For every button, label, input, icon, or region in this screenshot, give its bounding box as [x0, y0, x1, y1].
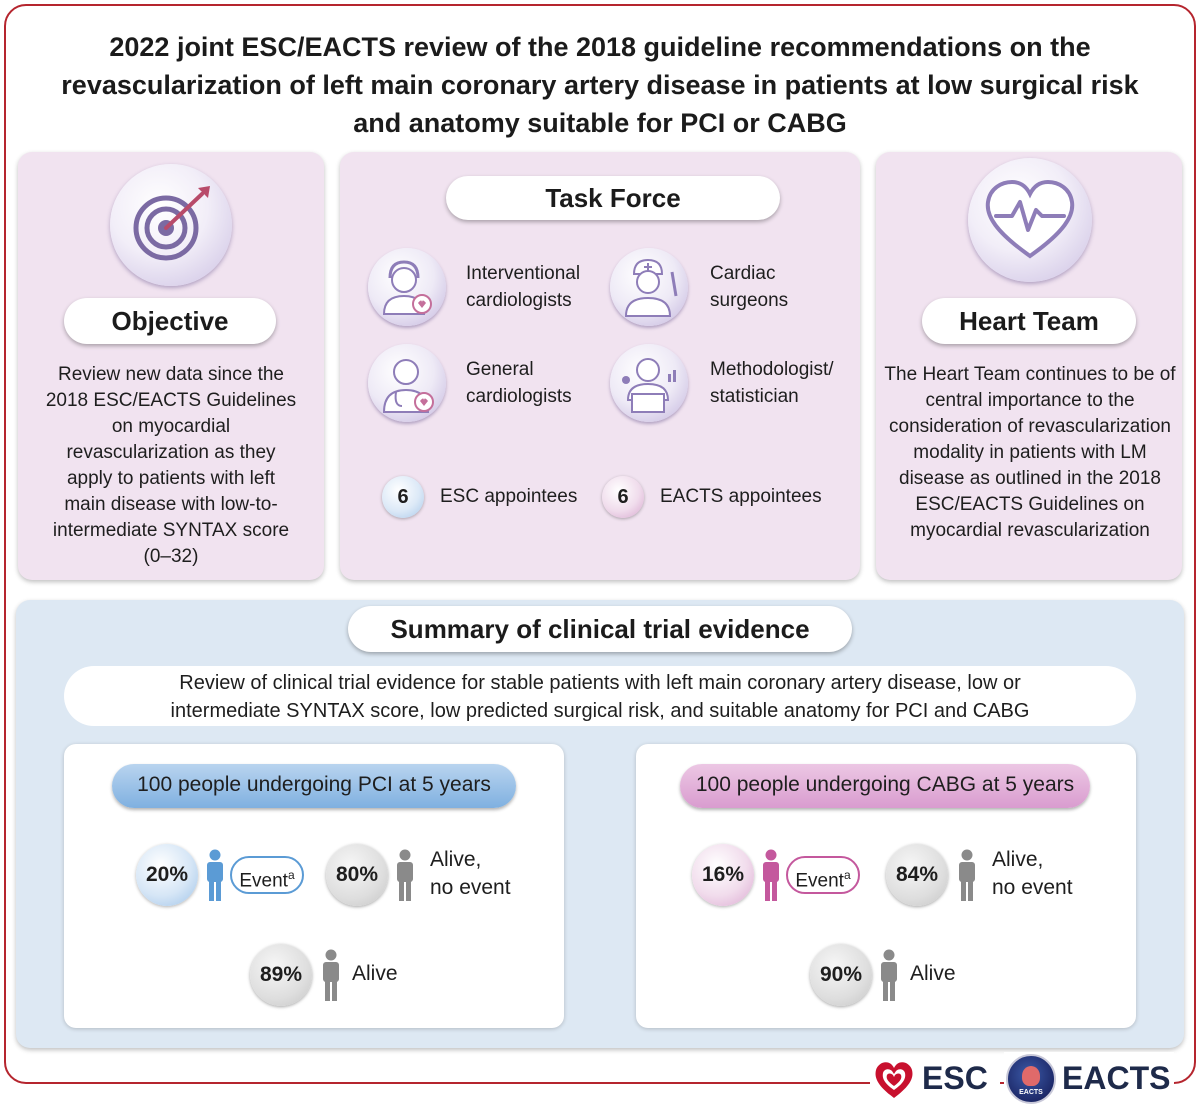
pci-no-event-label: Alive, no event: [430, 848, 511, 899]
pci-group: [64, 744, 564, 1028]
pci-alive-label: Alive: [352, 962, 398, 985]
objective-panel: [18, 152, 324, 580]
role-general-cardiologists: General cardiologists: [466, 359, 572, 407]
eacts-logo: [1004, 1052, 1174, 1106]
esc-heart-icon: [872, 1058, 916, 1102]
headset-doctor-icon: [368, 248, 446, 326]
role-interventional-cardiologists: Interventional cardiologists: [466, 263, 581, 311]
laptop-statistician-icon: [610, 344, 688, 422]
eacts-appointees-count: 6: [602, 476, 644, 518]
cabg-alive-label: Alive: [910, 962, 956, 985]
esc-logo: [870, 1056, 1000, 1102]
person-pink-icon: [760, 849, 782, 901]
eacts-logo-text: EACTS: [1062, 1060, 1171, 1096]
person-grey-icon: [956, 849, 978, 901]
person-grey-icon: [394, 849, 416, 901]
person-grey-icon: [878, 949, 900, 1001]
evidence-heading: Summary of clinical trial evidence: [348, 606, 852, 652]
stethoscope-doctor-icon: [368, 344, 446, 422]
pci-event-label: Event$^a$: [230, 856, 304, 894]
cabg-alive-pct: 90%: [810, 944, 872, 1006]
evidence-review-text: Review of clinical trial evidence for stable patients with left main coronary artery disease, low or intermediate SYNTAX score, low predicted surgical risk, and suitable anatomy for PCI and CABG: [64, 666, 1136, 726]
esc-logo-text: ESC: [922, 1060, 988, 1096]
pci-alive-pct: 89%: [250, 944, 312, 1006]
esc-appointees-count: 6: [382, 476, 424, 518]
target-arrow-icon: [110, 164, 232, 286]
person-blue-icon: [204, 849, 226, 901]
role-cardiac-surgeons: Cardiac surgeons: [710, 263, 789, 311]
task-force-heading: Task Force: [446, 176, 780, 220]
objective-heading: Objective: [64, 298, 276, 344]
cabg-group-label: 100 people undergoing CABG at 5 years: [680, 764, 1090, 808]
heart-team-text: The Heart Team continues to be of central importance to the consideration of revascularization modality in patients with LM disease as outlined in the 2018 ESC/EACTS Guidelines on myocardial revascularization: [884, 364, 1176, 541]
pci-no-event-pct: 80%: [326, 844, 388, 906]
esc-appointees-label: ESC appointees: [440, 486, 578, 507]
pci-group-label: 100 people undergoing PCI at 5 years: [112, 764, 516, 808]
heart-team-heading: Heart Team: [922, 298, 1136, 344]
eacts-seal-icon: EACTS: [1006, 1054, 1056, 1104]
page-title: 2022 joint ESC/EACTS review of the 2018 guideline recommendations on the revascularization of left main coronary artery disease in patients at low surgical risk and anatomy suitable for PCI or CABG: [61, 32, 1139, 138]
pci-event-pct: 20%: [136, 844, 198, 906]
cabg-event-pct: 16%: [692, 844, 754, 906]
surgeon-icon: [610, 248, 688, 326]
eacts-appointees-label: EACTS appointees: [660, 486, 822, 507]
cabg-no-event-label: Alive, no event: [992, 848, 1073, 899]
task-force-panel: [340, 152, 860, 580]
role-methodologist-statistician: Methodologist/ statistician: [710, 359, 834, 407]
cabg-event-label: Event$^a$: [786, 856, 860, 894]
heart-team-panel: [876, 152, 1182, 580]
cabg-group: [636, 744, 1136, 1028]
person-grey-icon: [320, 949, 342, 1001]
heart-pulse-icon: [968, 158, 1092, 282]
cabg-no-event-pct: 84%: [886, 844, 948, 906]
objective-text: Review new data since the 2018 ESC/EACTS Guidelines on myocardial revascularization as they apply to patients with left main disease with low-to-intermediate SYNTAX score (0–32): [45, 364, 297, 567]
